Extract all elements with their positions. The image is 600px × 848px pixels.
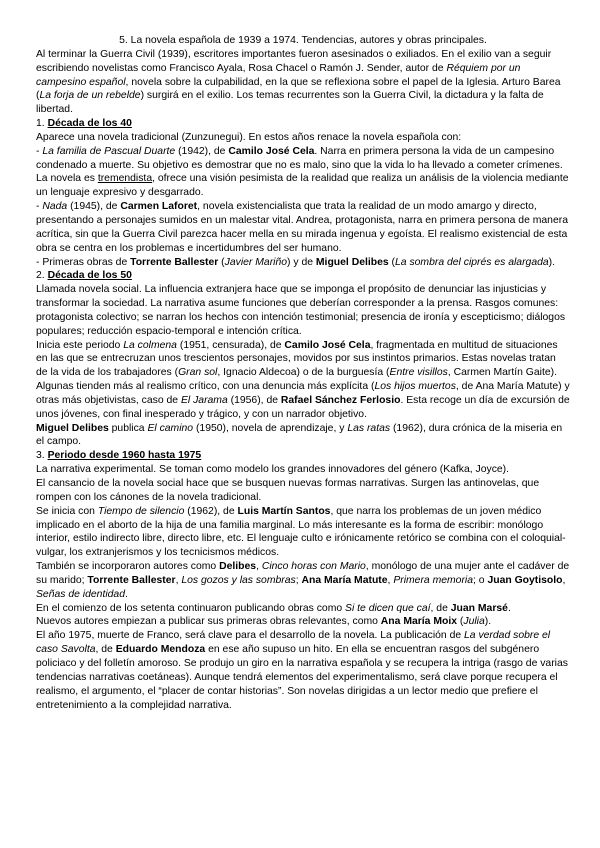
intro-paragraph: Al terminar la Guerra Civil (1939), escritores importantes fueron asesinados o exiliados. En el exilio van a seguir escribiendo novelistas como Francisco Ayala, Rosa Chacel o Ramón J. Sender, autor de Réquiem por un campesino español, novela sobre la culpabilidad, en la que se reflexiona sobre el papel de la Iglesia. Arturo Barea (La forja de un rebelde) surgirá en el exilio. Los temas recurrentes son la Guerra Civil, la dictadura y la falta de libertad.: [36, 48, 561, 116]
section-heading-40s: 1. Década de los 40: [36, 118, 132, 130]
section-heading-60s: 3. Periodo desde 1960 hasta 1975: [36, 450, 202, 462]
section-50s-intro: Llamada novela social. La influencia extranjera hace que se imponga el propósito de denunciar las injusticias y transformar la sociedad. La narrativa asume funciones que deberían corresponder a la prensa. Rasgos comunes: protagonista colectivo; se narran los hechos con intención testimonial; presencia de ironía y escepticismo; diálogos populares; reducción espacio-temporal e intención crítica.: [36, 284, 566, 337]
section-60s-tiempo-silencio: Se inicia con Tiempo de silencio (1962), de Luis Martín Santos, que narra los problemas de un joven médico implicado en el aborto de la hija de una familia marginal. Lo más interesante es la forma de escribir: monólogo interior, estilo indirecto libre, directo libre, etc. El lenguaje culto e irónicamente retórico se combina con el coloquial-vulgar, los extranjerismos y los tecnicismos médicos.: [36, 505, 566, 559]
work-nada: - Nada (1945), de Carmen Laforet, novela existencialista que trata la realidad de un modo amargo y directo, presentando a personajes sumidos en un malestar vital. Andrea, protagonista, narra en primera persona de manera acrítica, sin que la Guerra Civil parezca hacer mella en su mirada ingenua y egoísta. El realismo existencial de esta obra se centra en los problemas e incertidumbres del ser humano.: [36, 201, 568, 254]
section-60s-new-authors: Nuevos autores empiezan a publicar sus primeras obras relevantes, como Ana María Moix (Julia).: [36, 616, 492, 628]
section-60s-mendoza: El año 1975, muerte de Franco, será clave para el desarrollo de la novela. La publicación de La verdad sobre el caso Savolta, de Eduardo Mendoza en ese año supuso un hito. En ella se encuentran rasgos del subgénero policiaco y del folletín amoroso. Se produjo un giro en la narrativa española y se recupera la intriga (rasgo de varias tendencias narrativas coetáneas). Aunque tendrá elementos del experimentalismo, será clave porque recupera el realismo, el argumento, el “placer de contar historias”. Son novelas dirigidas a un lector medio que prefiere el entretenimiento a la complejidad narrativa.: [36, 630, 568, 711]
page-title: 5. La novela española de 1939 a 1974. Tendencias, autores y obras principales.: [119, 35, 487, 46]
section-50s-delibes: Miguel Delibes publica El camino (1950), novela de aprendizaje, y Las ratas (1962), dura crónica de la miseria en el campo.: [36, 422, 563, 448]
section-50s-colmena: Inicia este periodo La colmena (1951, censurada), de Camilo José Cela, fragmentada en multitud de situaciones en las que se entrecruzan unos trescientos personajes, movidos por sus instintos primarios. Estas novelas tratan de la vida de los trabajadores (Gran sol, Ignacio Aldecoa) o de la burguesía (Entre visillos, Carmen Martín Gaite). Algunas tienden más al realismo crítico, con una denuncia más explícita (Los hijos muertos, de Ana María Matute) y otras más objetivistas, caso de El Jarama (1956), de Rafael Sánchez Ferlosio. Esta recoge un día de excursión de unos jóvenes, con final inesperado y trágico, y con un narrador objetivo.: [36, 339, 570, 420]
section-60s-antinovela: El cansancio de la novela social hace que se busquen nuevas formas narrativas. Surgen las antinovelas, que rompen con los cánones de la novela tradicional.: [36, 478, 540, 503]
works-torrente-delibes: - Primeras obras de Torrente Ballester (Javier Mariño) y de Miguel Delibes (La sombra del ciprés es alargada).: [36, 256, 556, 268]
work-pascual-duarte: - La familia de Pascual Duarte (1942), de Camilo José Cela. Narra en primera persona la vida de un campesino condenado a muerte. Su objetivo es demostrar que no es malo, sino que la vida lo ha llevado a cometer crímenes. La novela es tremendista, ofrece una visión pesimista de la realidad que realiza un análisis de la violencia mediante un lenguaje expresivo y desgarrado.: [36, 145, 569, 199]
section-60s-authors: También se incorporaron autores como Delibes, Cinco horas con Mario, monólogo de una mujer ante el cadáver de su marido; Torrente Ballester, Los gozos y las sombras; Ana María Matute, Primera memoria; o Juan Goytisolo, Señas de identidad.: [36, 561, 570, 600]
section-heading-50s: 2. Década de los 50: [36, 270, 132, 282]
section-40s-intro: Aparece una novela tradicional (Zunzunegui). En estos años renace la novela española con:: [36, 131, 462, 143]
section-60s-seventies: En el comienzo de los setenta continuaron publicando obras como Si te dicen que caí, de Juan Marsé.: [36, 602, 511, 614]
section-60s-intro: La narrativa experimental. Se toman como modelo los grandes innovadores del género (Kafka, Joyce).: [36, 464, 510, 476]
